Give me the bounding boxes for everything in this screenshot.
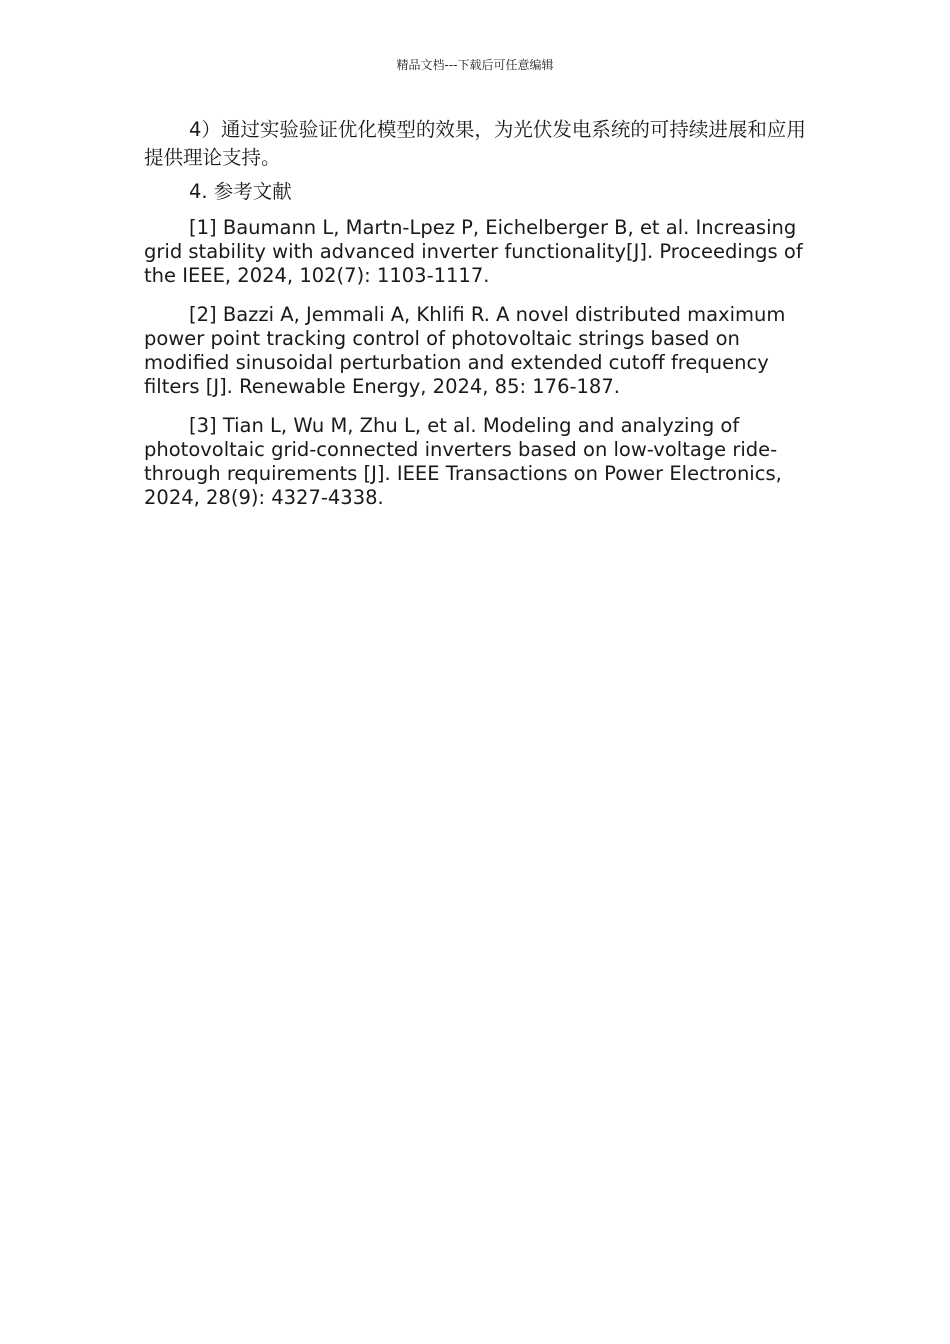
page-header: 精品文档---下载后可任意编辑 [396, 58, 554, 72]
document-body [144, 116, 814, 510]
reference-item-2: [2] Bazzi A, Jemmali A, Khlifi R. A novel distributed maximum power point tracking control of photovoltaic strings based on modified sinusoidal perturbation and extended cutoff frequency filters [J]. Renewable Energy, 2024, 85: 176-187. [144, 303, 786, 398]
reference-item-3: [3] Tian L, Wu M, Zhu L, et al. Modeling and analyzing of photovoltaic grid-connected inverters based on low-voltage ride-through requirements [J]. IEEE Transactions on Power Electronics, 2024, 28(9): 4327-4338. [144, 414, 782, 509]
reference-item-1: [1] Baumann L, Martn-Lpez P, Eichelberger B, et al. Increasing grid stability with advanced inverter functionality[J]. Proceedings of the IEEE, 2024, 102(7): 1103-1117. [144, 216, 803, 287]
paragraph-objective-4: 4）通过实验验证优化模型的效果，为光伏发电系统的可持续进展和应用提供理论支持。 [144, 118, 806, 169]
section-heading-references: 4. 参考文献 [189, 180, 292, 203]
